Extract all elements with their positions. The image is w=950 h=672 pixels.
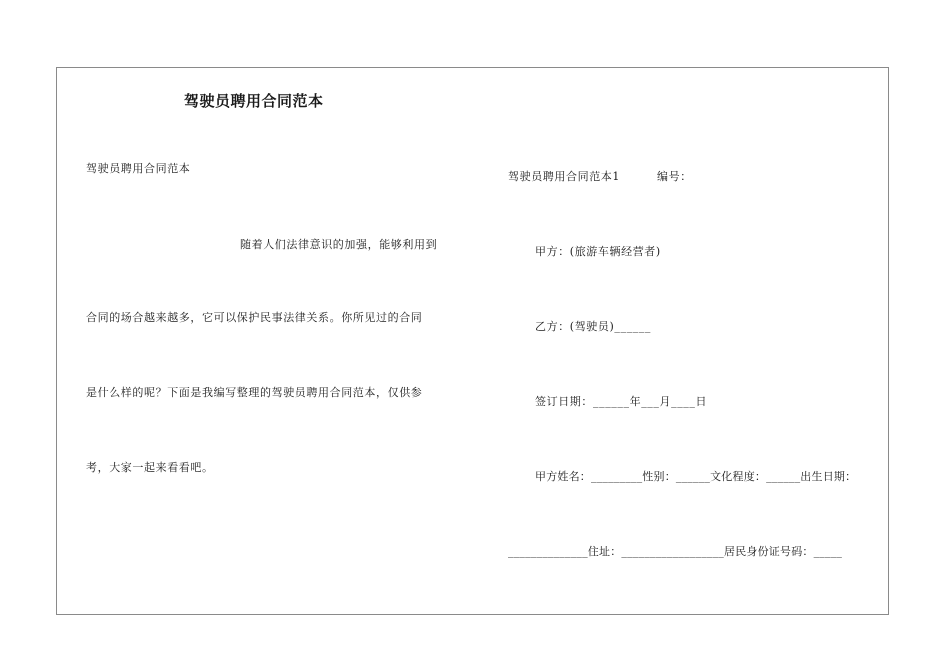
party-b-line: 乙方：(驾驶员)______ <box>535 320 651 333</box>
left-heading: 驾驶员聘用合同范本 <box>86 162 191 175</box>
party-a-info-line: 甲方姓名：_________性别：______文化程度：______出生日期： <box>535 470 857 483</box>
contract-number-label: 编号： <box>657 170 692 183</box>
contract-heading: 驾驶员聘用合同范本1 <box>508 170 620 183</box>
paragraph-line-4: 考，大家一起来看看吧。 <box>86 461 214 474</box>
page-title: 驾驶员聘用合同范本 <box>184 92 324 110</box>
document-page <box>56 67 889 615</box>
party-a-line: 甲方：(旅游车辆经营者) <box>535 245 661 258</box>
sign-date-line: 签订日期：______年___月____日 <box>535 395 708 408</box>
paragraph-line-2: 合同的场合越来越多，它可以保护民事法律关系。你所见过的合同 <box>86 311 423 324</box>
paragraph-line-1: 随着人们法律意识的加强，能够利用到 <box>240 238 438 251</box>
address-id-line: ______________住址：__________________居民身份证号码：_____ <box>508 545 843 558</box>
paragraph-line-3: 是什么样的呢？下面是我编写整理的驾驶员聘用合同范本，仅供参 <box>86 386 423 399</box>
